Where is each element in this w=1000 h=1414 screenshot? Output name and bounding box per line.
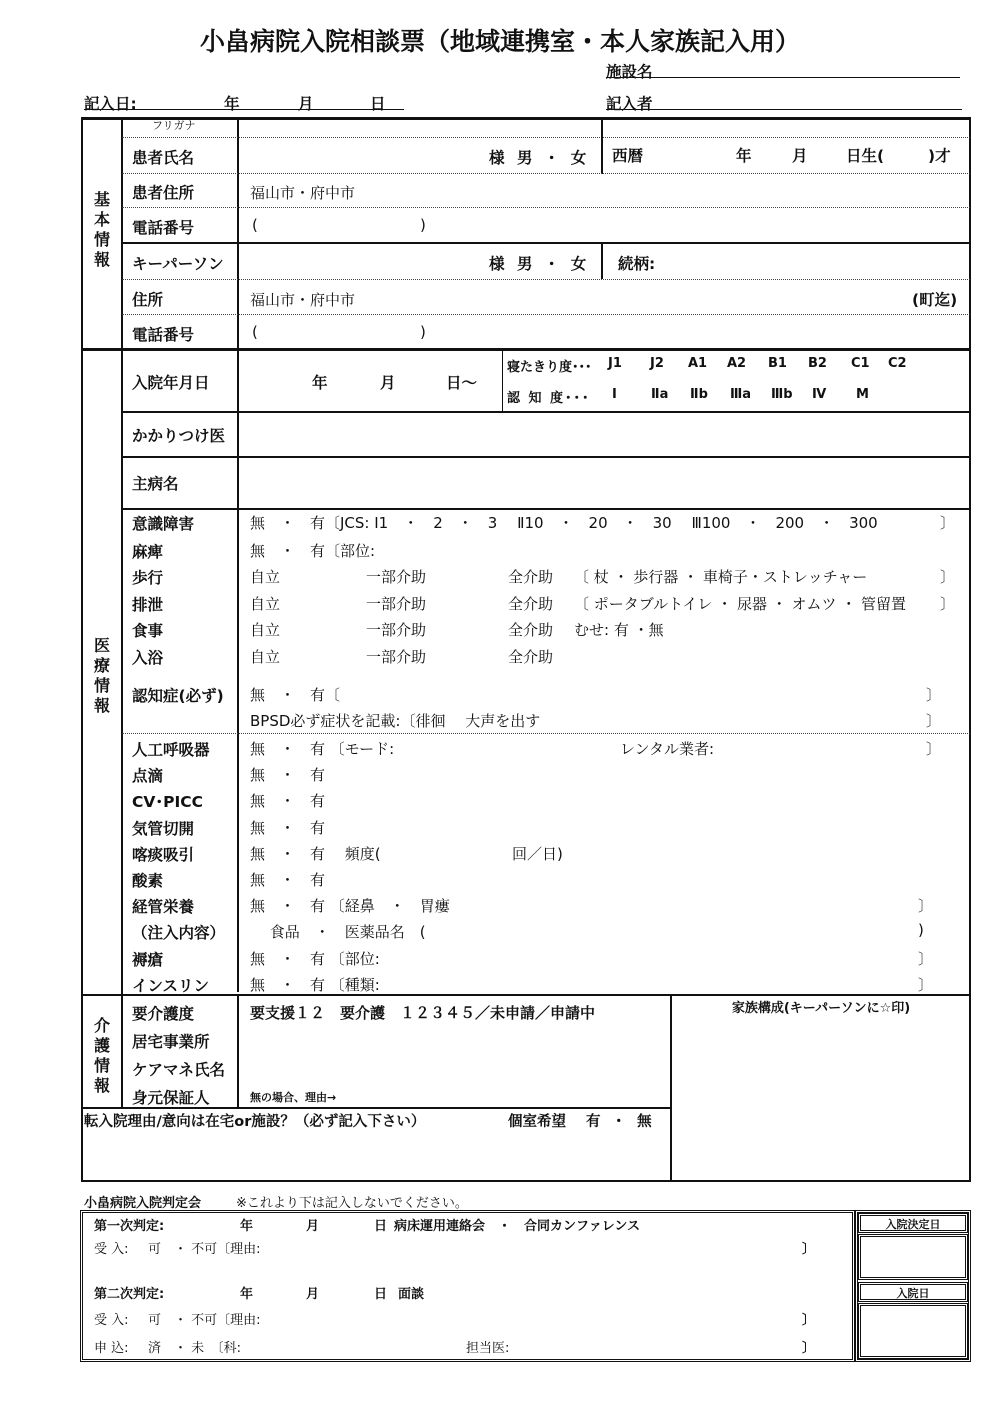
relation-label: 続柄: (618, 255, 656, 273)
adl-option-independent[interactable]: 自立 (250, 595, 281, 613)
adl-option-independent[interactable]: 自立 (250, 568, 281, 586)
dementia-label: 認知症(必ず) (132, 687, 224, 705)
dementia-level-label: 認 知 度･･･ (507, 391, 591, 406)
age-suffix-label: )才 (928, 147, 951, 165)
adl-option-independent[interactable]: 自立 (250, 648, 281, 666)
adl-extra[interactable]: 〔 ポータブルトイレ ・ 尿器 ・ オムツ ・ 管留置 (574, 595, 907, 613)
label-column-divider (237, 349, 239, 734)
patient-name-label: 患者氏名 (132, 149, 195, 167)
dementia-level-option[interactable]: Ⅲa (730, 387, 752, 402)
dementia-level-option[interactable]: Ⅱa (651, 387, 669, 402)
divider (82, 1107, 670, 1109)
bpsd-close: 〕 (926, 712, 942, 730)
application-label: 申 込: (94, 1341, 129, 1356)
device-value[interactable]: 無 ・ 有 〔種類: (250, 976, 380, 994)
entry-date-field[interactable] (84, 94, 404, 110)
adl-option-full[interactable]: 全介助 (508, 568, 554, 586)
adl-value[interactable]: 無 ・ 有〔部位: (250, 542, 376, 560)
device-label: 経管栄養 (132, 898, 195, 916)
main-disease-label: 主病名 (132, 475, 179, 493)
first-accept-label: 受 入: (94, 1242, 129, 1257)
entry-day-label: 日 (370, 95, 386, 113)
patient-address-value[interactable]: 福山市・府中市 (250, 184, 356, 202)
key-person-field[interactable] (240, 246, 480, 276)
care-manager-label: ケアマネ氏名 (132, 1061, 226, 1079)
address-label: 住所 (132, 291, 164, 309)
phone-label: 電話番号 (132, 219, 195, 237)
device-label: 人工呼吸器 (132, 741, 210, 759)
adl-option-partial[interactable]: 一部介助 (366, 648, 427, 666)
device-value[interactable]: 無 ・ 有 (250, 819, 326, 837)
divider (601, 243, 603, 279)
writer-label: 記入者 (606, 95, 653, 113)
divider (122, 314, 970, 315)
divider (122, 279, 970, 280)
device-label: 点滴 (132, 767, 164, 785)
adl-option-partial[interactable]: 一部介助 (366, 621, 427, 639)
device-label: 喀痰吸引 (132, 846, 195, 864)
adl-label: 意識障害 (132, 515, 195, 533)
divider (82, 348, 970, 351)
first-year: 年 (240, 1219, 254, 1234)
patient-address-label: 患者住所 (132, 184, 195, 202)
label-column-divider (237, 734, 239, 992)
application-options[interactable]: 済 ・ 未 〔科: (148, 1341, 242, 1356)
address-value[interactable]: 福山市・府中市 (250, 291, 356, 309)
phone2-open: ( (252, 323, 258, 341)
bedridden-option[interactable]: A2 (727, 356, 747, 371)
adl-option-partial[interactable]: 一部介助 (366, 568, 427, 586)
section-column-divider (121, 118, 123, 1108)
device-value[interactable]: 無 ・ 有 (250, 871, 326, 889)
second-judgement-label: 第二次判定: (94, 1287, 165, 1302)
second-month: 月 (306, 1287, 320, 1302)
device-close: 〕 (926, 740, 942, 758)
adl-option-full[interactable]: 全介助 (508, 621, 554, 639)
birth-day-age-label: 日生( (846, 147, 885, 165)
phone-open: ( (252, 216, 258, 234)
adl-option-full[interactable]: 全介助 (508, 595, 554, 613)
phone-field[interactable] (262, 212, 412, 238)
device-label: インスリン (132, 977, 210, 995)
entry-year-label: 年 (224, 95, 240, 113)
second-accept-close: 〕 (802, 1313, 816, 1328)
first-month: 月 (306, 1219, 320, 1234)
second-day: 日 (374, 1287, 388, 1302)
office-label: 居宅事業所 (132, 1033, 210, 1051)
family-structure-field[interactable] (674, 1018, 968, 1178)
first-judgement-label: 第一次判定: (94, 1219, 165, 1234)
patient-name-field[interactable] (240, 140, 480, 170)
bedridden-option[interactable]: J1 (608, 356, 622, 371)
adl-option-full[interactable]: 全介助 (508, 648, 554, 666)
first-accept-close: 〕 (802, 1242, 816, 1257)
decision-date-label: 入院決定日 (885, 1218, 941, 1231)
divider (670, 995, 672, 1181)
family-structure-label: 家族構成(キーパーソンに☆印) (731, 1001, 911, 1016)
adl-close: 〕 (940, 595, 956, 613)
furigana-field[interactable] (240, 119, 600, 136)
office-field[interactable] (240, 1027, 668, 1051)
divider (122, 456, 970, 458)
divider (122, 207, 970, 208)
birth-year-label: 年 (736, 147, 752, 165)
divider (502, 349, 503, 411)
device-value[interactable]: 無 ・ 有 〔部位: (250, 950, 380, 968)
divider (122, 733, 970, 734)
divider (122, 173, 970, 174)
facility-label: 施設名 (606, 63, 653, 81)
entry-month-label: 月 (298, 95, 314, 113)
address-suffix: (町迄) (912, 291, 958, 309)
judgement-header: 小畠病院入院判定会 (84, 1196, 202, 1211)
dementia-level-option[interactable]: Ⅳ (812, 387, 827, 402)
label-column-divider (237, 995, 239, 1107)
dementia-level-option[interactable]: Ⅰ (612, 387, 617, 402)
care-manager-field[interactable] (240, 1054, 668, 1078)
guarantor-note: 無の場合、理由→ (250, 1091, 337, 1104)
section-medical-info: 医療情報 (93, 636, 110, 715)
divider (122, 411, 970, 413)
birth-label: 西暦 (612, 147, 644, 165)
dementia-level-option[interactable]: Ⅱb (690, 387, 708, 402)
bedridden-option[interactable]: A1 (688, 356, 708, 371)
private-room-label: 個室希望 (508, 1114, 566, 1130)
main-disease-field[interactable] (240, 459, 968, 507)
divider (122, 508, 970, 510)
adl-label: 食事 (132, 622, 164, 640)
adl-label: 麻痺 (132, 543, 164, 561)
judgement-note: ※これより下は記入しないでください。 (236, 1196, 468, 1211)
device-value[interactable]: 無 ・ 有 頻度( (250, 845, 381, 863)
adl-value[interactable]: 無 ・ 有〔JCS: Ⅰ1 ・ 2 ・ 3 Ⅱ10 ・ 20 ・ 30 Ⅲ100 ・ 200 ・ 300 (250, 514, 878, 532)
honorific-label: 様 (489, 149, 505, 167)
first-day: 日 (374, 1219, 388, 1234)
admission-date-header-label: 入院日 (896, 1287, 930, 1300)
device-close: 〕 (918, 976, 934, 994)
application-close: 〕 (802, 1341, 816, 1356)
bedridden-option[interactable]: J2 (650, 356, 664, 371)
device-label: 気管切開 (132, 820, 195, 838)
admission-year: 年 (312, 374, 328, 392)
phone2-field[interactable] (262, 318, 412, 344)
adl-extra[interactable]: むせ: 有 ・無 (574, 621, 664, 639)
device-close: ) (918, 921, 924, 939)
second-accept-options[interactable]: 可 ・ 不可〔理由: (148, 1313, 261, 1328)
second-accept-label: 受 入: (94, 1313, 129, 1328)
adl-close: 〕 (940, 568, 956, 586)
writer-field[interactable] (606, 94, 962, 110)
device-label: 褥瘡 (132, 951, 164, 969)
bedridden-option[interactable]: C1 (851, 356, 870, 371)
key-person-gender-options[interactable]: 男 ・ 女 (517, 255, 587, 273)
device-close: 〕 (918, 897, 934, 915)
doctor-label: 担当医: (466, 1341, 510, 1356)
second-year: 年 (240, 1287, 254, 1302)
adl-option-partial[interactable]: 一部介助 (366, 595, 427, 613)
form-title: 小畠病院入院相談票（地域連携室・本人家族記入用） (199, 27, 800, 56)
key-person-label: キーパーソン (132, 255, 224, 273)
care-level-value[interactable]: 要支援１２ 要介護 １２３４５／未申請／申請中 (250, 1004, 596, 1022)
dementia-level-option[interactable]: Ⅲb (771, 387, 793, 402)
entry-date-label: 記入日: (84, 95, 137, 113)
furigana-label: フリガナ (152, 119, 196, 132)
device-label: 酸素 (132, 872, 164, 890)
admission-month: 月 (380, 374, 396, 392)
private-room-options[interactable]: 有 ・ 無 (586, 1114, 652, 1130)
adl-close: 〕 (940, 514, 956, 532)
phone2-label: 電話番号 (132, 326, 195, 344)
divider (122, 137, 970, 138)
divider (82, 994, 970, 996)
device-value[interactable]: 無 ・ 有 (250, 766, 326, 784)
adl-label: 排泄 (132, 596, 164, 614)
guarantor-label: 身元保証人 (132, 1089, 210, 1107)
adl-label: 入浴 (132, 649, 164, 667)
bpsd-value[interactable]: BPSD必ず症状を記載:〔徘徊 大声を出す (250, 712, 541, 730)
section-care-info: 介護情報 (93, 1016, 110, 1095)
divider (601, 118, 603, 174)
section-basic-info: 基本情報 (93, 190, 110, 269)
facility-field[interactable] (606, 62, 960, 78)
divider (122, 242, 970, 244)
adl-extra[interactable]: 〔 杖 ・ 歩行器 ・ 車椅子・ストレッチャー (574, 568, 868, 586)
dementia-level-option[interactable]: M (856, 387, 869, 402)
care-level-label: 要介護度 (132, 1005, 195, 1023)
bedridden-label: 寝たきり度･･･ (507, 360, 592, 375)
phone-close: ) (420, 216, 426, 234)
bedridden-option[interactable]: C2 (888, 356, 907, 371)
admission-date-label: 入院年月日 (132, 374, 210, 392)
birth-month-label: 月 (792, 147, 808, 165)
second-meeting: 面談 (398, 1287, 425, 1302)
adl-option-independent[interactable]: 自立 (250, 621, 281, 639)
dementia-close: 〕 (926, 686, 942, 704)
first-meeting-options[interactable]: 病床運用連絡会 ・ 合同カンファレンス (394, 1219, 641, 1234)
device-label: CV･PICC (132, 793, 203, 811)
adl-label: 歩行 (132, 569, 164, 587)
decision-date-field[interactable] (858, 1234, 968, 1280)
patient-gender-options[interactable]: 男 ・ 女 (517, 149, 587, 167)
device-value[interactable]: 無 ・ 有 (250, 792, 326, 810)
first-accept-options[interactable]: 可 ・ 不可〔理由: (148, 1242, 261, 1257)
device-extra: 回／日) (512, 845, 563, 863)
bedridden-option[interactable]: B2 (808, 356, 827, 371)
family-doctor-field[interactable] (240, 414, 968, 454)
phone2-close: ) (420, 323, 426, 341)
key-person-honorific: 様 (489, 255, 505, 273)
admission-date-field[interactable] (858, 1303, 968, 1359)
device-value[interactable]: 食品 ・ 医薬品名 ( (250, 923, 426, 941)
device-extra[interactable]: レンタル業者: (620, 740, 715, 758)
transfer-reason-field[interactable] (84, 1132, 666, 1178)
transfer-reason-label: 転入院理由/意向は在宅or施設？（必ず記入下さい） (84, 1114, 426, 1130)
device-value[interactable]: 無 ・ 有 〔経鼻 ・ 胃瘻 (250, 897, 450, 915)
device-value[interactable]: 無 ・ 有 〔モード: (250, 740, 395, 758)
bedridden-option[interactable]: B1 (768, 356, 787, 371)
dementia-value[interactable]: 無 ・ 有〔 (250, 686, 341, 704)
device-close: 〕 (918, 950, 934, 968)
device-label: （注入内容） (132, 924, 226, 942)
admission-day: 日～ (446, 374, 478, 392)
family-doctor-label: かかりつけ医 (132, 427, 226, 445)
